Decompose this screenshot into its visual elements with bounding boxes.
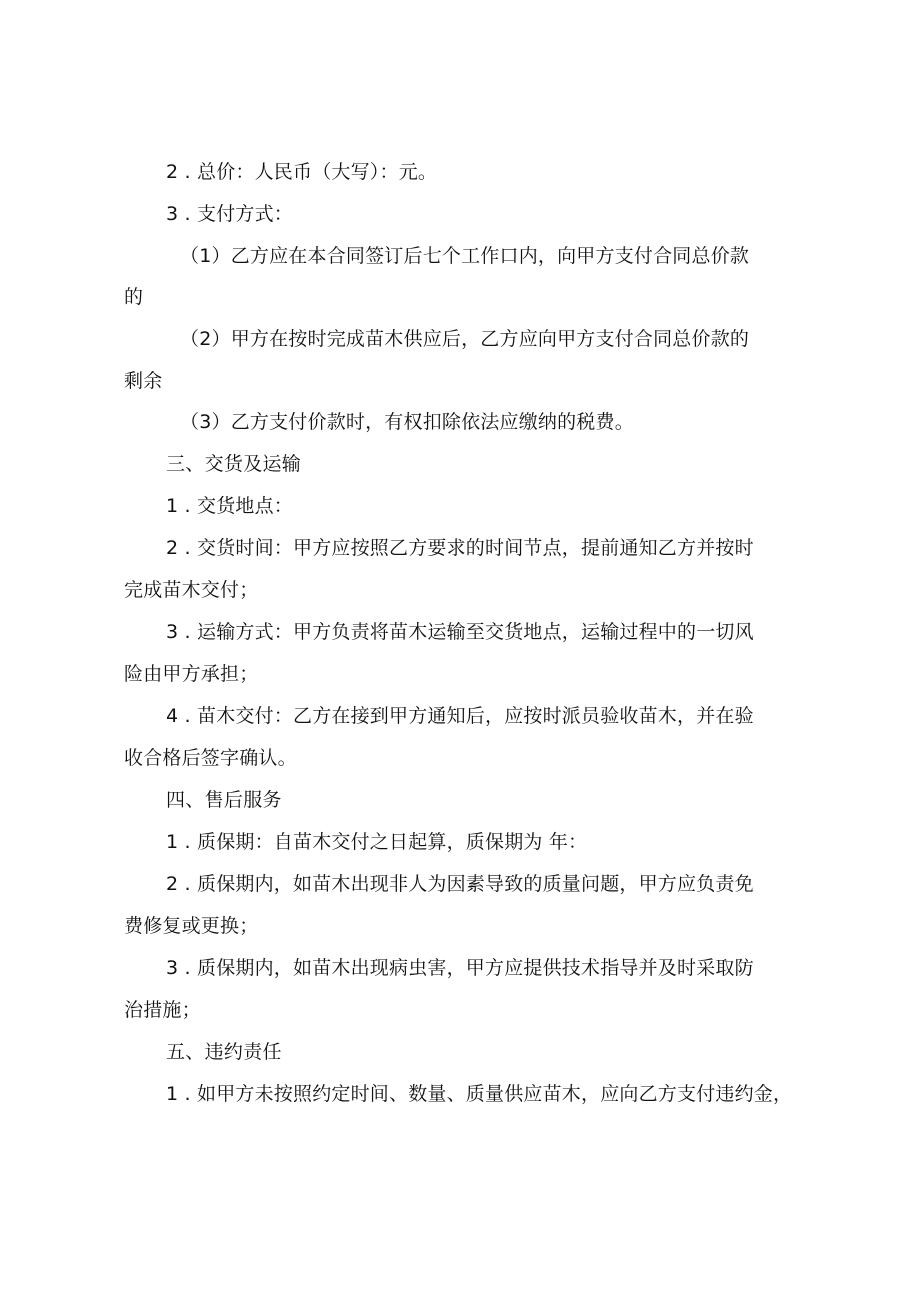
warranty-pest-line1: 3 . 质保期内，如苗木出现病虫害，甲方应提供技术指导并及时采取防 [166,957,754,979]
seedling-delivery-line1: 4 . 苗木交付：乙方在接到甲方通知后，应按时派员验收苗木，并在验 [166,705,754,727]
section-breach-heading: 五、违约责任 [166,1041,282,1063]
section-after-sales-heading: 四、售后服务 [166,789,282,811]
warranty-quality-line2: 费修复或更换； [124,915,259,937]
payment-method-line: 3 . 支付方式： [166,203,294,225]
transport-method-line2: 险由甲方承担； [124,663,259,685]
breach-clause-1-line: 1 . 如甲方未按照约定时间、数量、质量供应苗木，应向乙方支付违约金， [166,1083,793,1105]
payment-clause-3: （3）乙方支付价款时，有权扣除依法应缴纳的税费。 [180,411,634,433]
warranty-period-line: 1 . 质保期：自苗木交付之日起算，质保期为 年： [166,831,588,853]
delivery-time-line1: 2 . 交货时间：甲方应按照乙方要求的时间节点，提前通知乙方并按时 [166,537,754,559]
transport-method-line1: 3 . 运输方式：甲方负责将苗木运输至交货地点，运输过程中的一切风 [166,621,754,643]
seedling-delivery-line2: 收合格后签字确认。 [124,747,297,769]
warranty-quality-line1: 2 . 质保期内，如苗木出现非人为因素导致的质量问题，甲方应负责免 [166,873,754,895]
delivery-time-line2: 完成苗木交付； [124,579,259,601]
warranty-pest-line2: 治措施； [124,999,201,1021]
payment-clause-2-line1: （2）甲方在按时完成苗木供应后，乙方应向甲方支付合同总价款的 [180,328,750,350]
delivery-location-line: 1 . 交货地点： [166,495,294,517]
payment-clause-1-line1: （1）乙方应在本合同签订后七个工作口内，向甲方支付合同总价款 [180,245,750,267]
total-price-line: 2 . 总价：人民币（大写）：元。 [166,161,438,183]
section-delivery-heading: 三、交货及运输 [166,453,302,475]
payment-clause-2-line2: 剩余 [124,370,163,392]
payment-clause-1-line2: 的 [124,286,144,308]
